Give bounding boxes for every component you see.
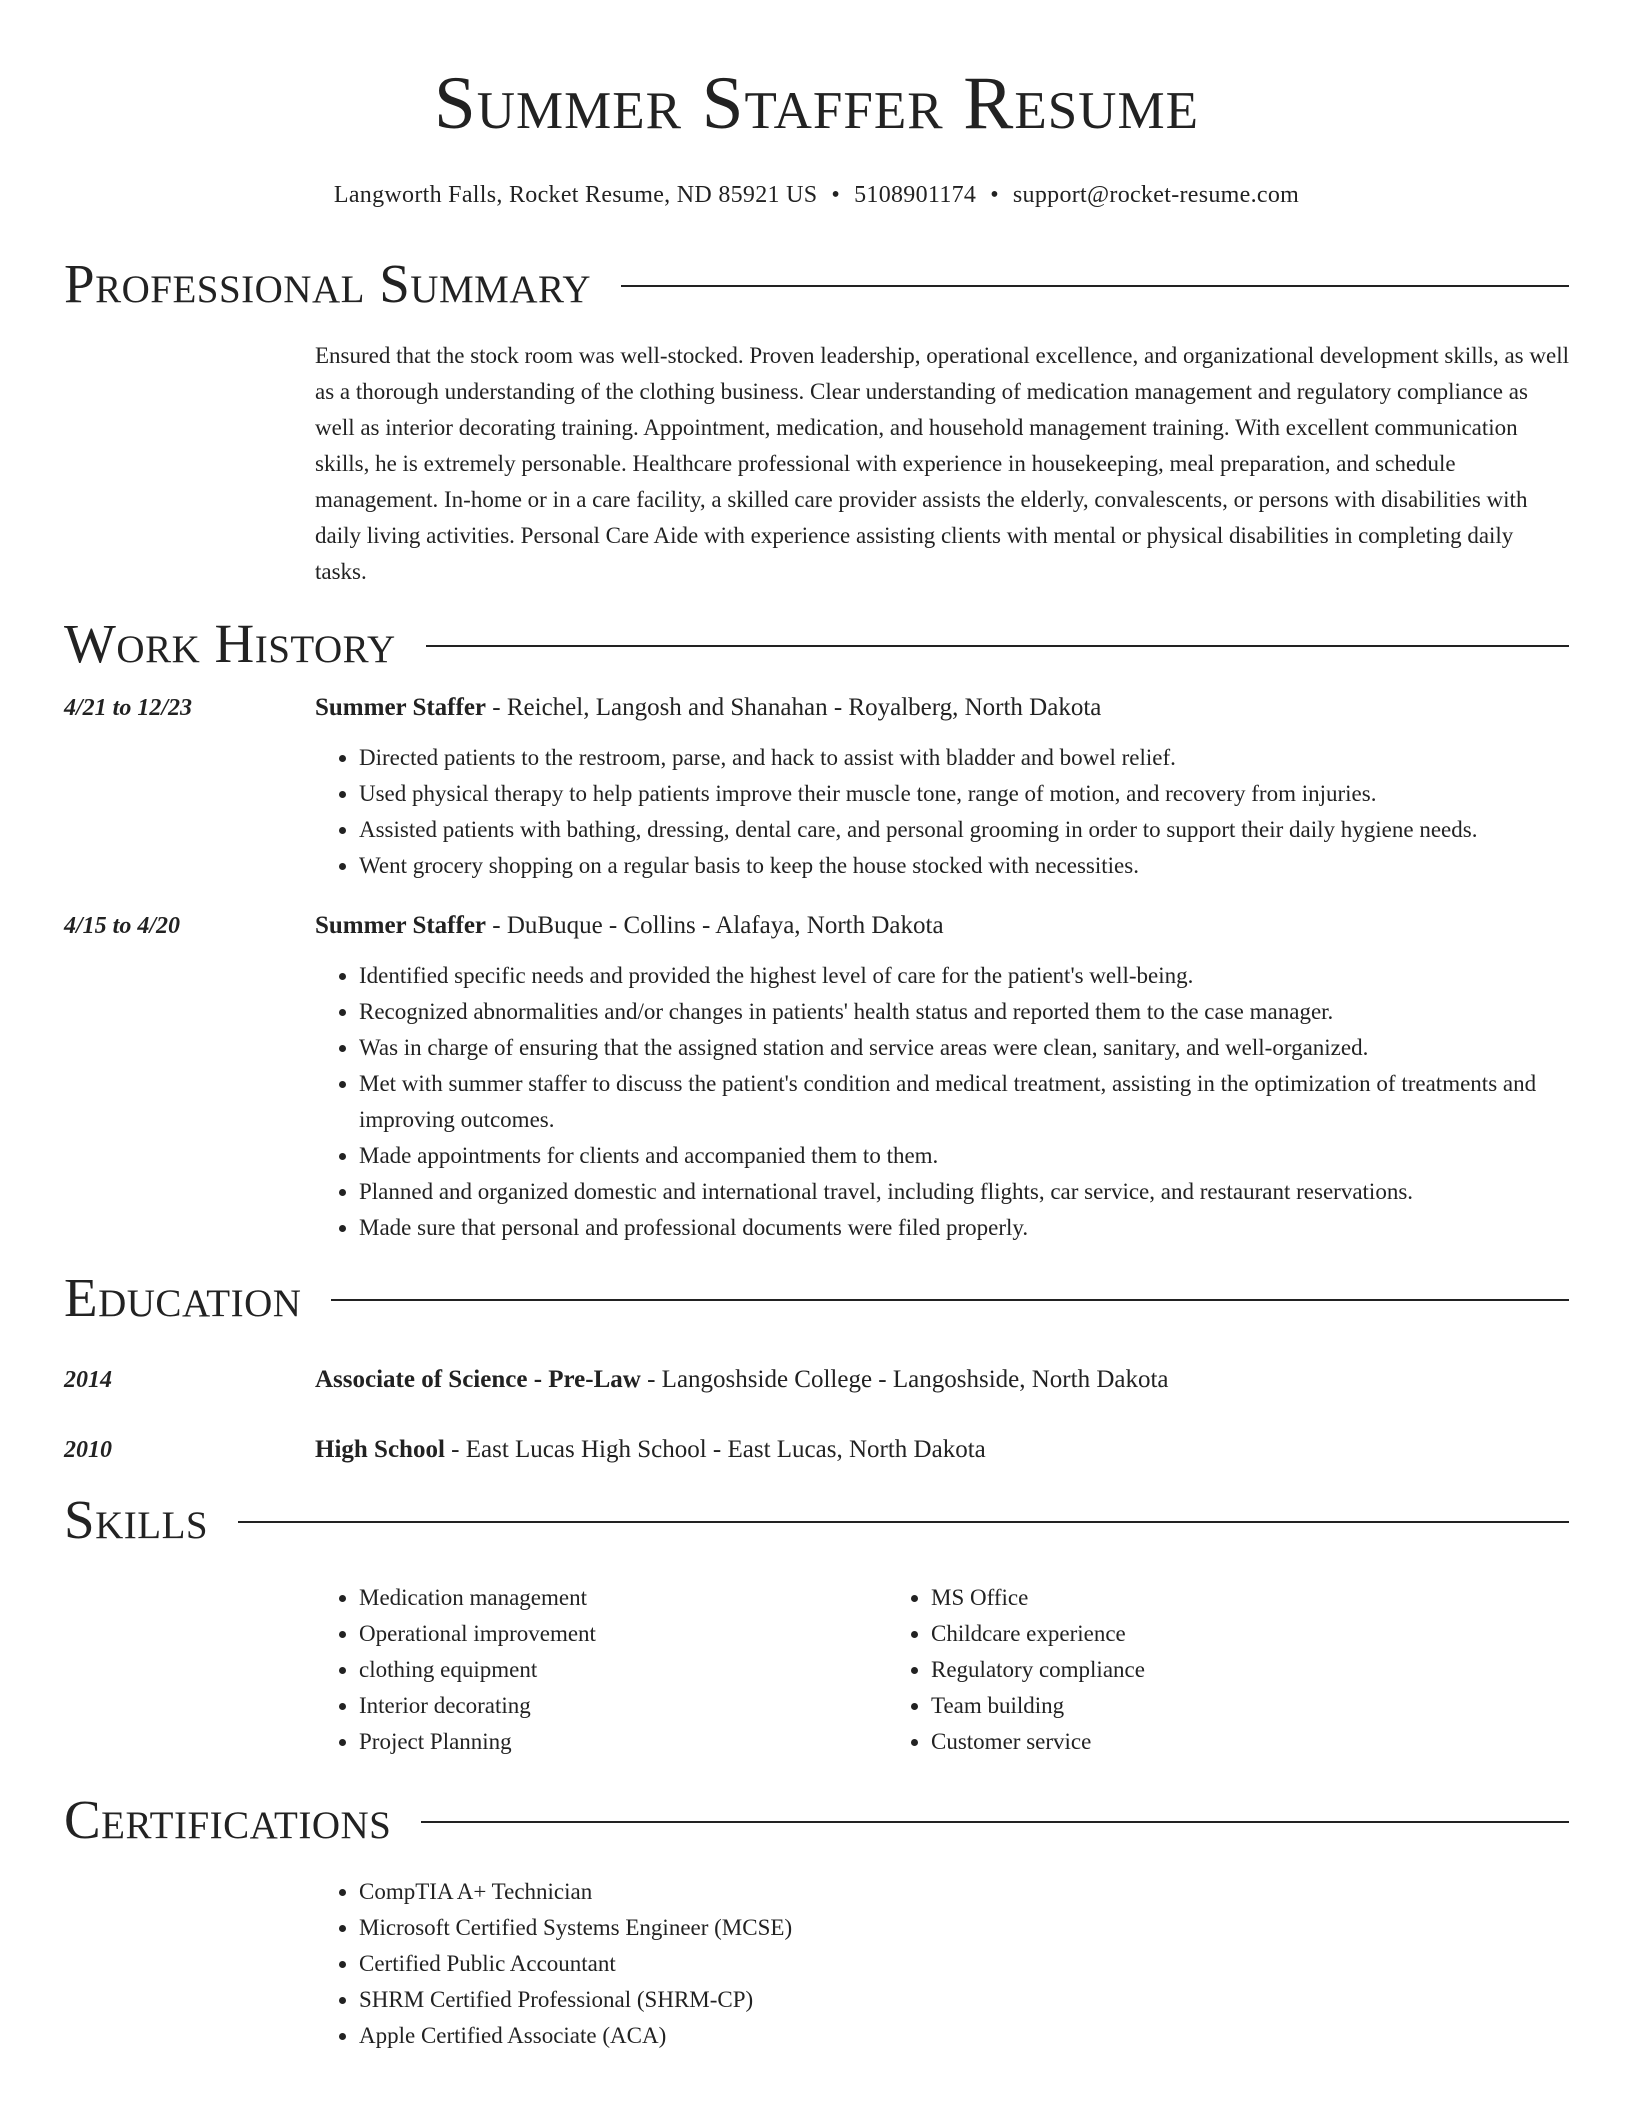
section-divider xyxy=(426,645,1569,647)
job-details: - DuBuque - Collins - Alafaya, North Dakota xyxy=(486,912,944,939)
list-item: • Directed patients to the restroom, parse, and hack to assist with bladder and bowel relief. xyxy=(359,740,1569,776)
list-item: • Made sure that personal and professional documents were filed properly. xyxy=(359,1210,1569,1246)
section-divider xyxy=(421,1821,1569,1823)
list-item: • Team building xyxy=(931,1688,1459,1724)
job-dates: 4/21 to 12/23 xyxy=(64,695,193,721)
list-item: • Met with summer staffer to discuss the patient's condition and medical treatment, assisting in the optimization of treatments and improving outcomes. xyxy=(359,1066,1569,1138)
list-item: • MS Office xyxy=(931,1580,1459,1616)
skills-column-right xyxy=(887,1580,1459,1760)
list-item: • CompTIA A+ Technician xyxy=(359,1874,1569,1910)
list-item: • Apple Certified Associate (ACA) xyxy=(359,2018,1569,2054)
list-item: • Project Planning xyxy=(359,1724,887,1760)
job-entry xyxy=(64,908,1569,1246)
job-title: Summer Staffer xyxy=(315,694,487,721)
job-details: - Reichel, Langosh and Shanahan - Royalberg, North Dakota xyxy=(486,694,1102,721)
education-degree: Associate of Science - Pre-Law xyxy=(315,1366,641,1393)
job-dates: 4/15 to 4/20 xyxy=(64,913,181,939)
work-section-header xyxy=(64,614,1569,674)
summary-text: Ensured that the stock room was well-stocked. Proven leadership, operational excellence, and organizational development skills, as well as a thorough understanding of the clothing business. Clear understanding of medication management and regulatory compliance as well as interior decorating training. Appointment, medication, and household management training. With excellent communication skills, he is extremely personable. Healthcare professional with experience in housekeeping, meal preparation, and schedule management. In-home or in a care facility, a skilled care provider assists the elderly, convalescents, or persons with disabilities with daily living activities. Personal Care Aide with experience assisting clients with mental or physical disabilities in completing daily tasks. xyxy=(315,343,1569,584)
skills-heading: Skills xyxy=(64,1489,209,1550)
list-item: • Microsoft Certified Systems Engineer (MCSE) xyxy=(359,1910,1569,1946)
certifications-heading: Certifications xyxy=(64,1789,392,1850)
education-line xyxy=(315,1432,986,1468)
list-item: • clothing equipment xyxy=(359,1652,887,1688)
certifications-section-header xyxy=(64,1790,1569,1850)
contact-separator: • xyxy=(831,182,841,208)
certifications-list xyxy=(315,1874,1569,2054)
job-entry xyxy=(64,690,1569,884)
list-item: • Planned and organized domestic and international travel, including flights, car service, and restaurant reservations. xyxy=(359,1174,1569,1210)
list-item: • Customer service xyxy=(931,1724,1459,1760)
skills-section-header xyxy=(64,1490,1569,1550)
job-title: Summer Staffer xyxy=(315,912,487,939)
list-item: • Identified specific needs and provided the highest level of care for the patient's well-being. xyxy=(359,958,1569,994)
education-year: 2010 xyxy=(64,1437,112,1463)
education-details: - East Lucas High School - East Lucas, North Dakota xyxy=(444,1436,986,1463)
list-item: • Made appointments for clients and accompanied them to them. xyxy=(359,1138,1569,1174)
section-divider xyxy=(621,285,1569,287)
list-item: • Recognized abnormalities and/or changes in patients' health status and reported them to the case manager. xyxy=(359,994,1569,1030)
education-entry xyxy=(64,1432,1569,1468)
list-item: • Childcare experience xyxy=(931,1616,1459,1652)
list-item: • Regulatory compliance xyxy=(931,1652,1459,1688)
education-degree: High School xyxy=(315,1436,445,1463)
education-details: - Langoshside College - Langoshside, North Dakota xyxy=(640,1366,1169,1393)
job-role-line xyxy=(315,908,944,944)
contact-line xyxy=(64,180,1569,210)
contact-email: support@rocket-resume.com xyxy=(1012,182,1300,208)
education-year: 2014 xyxy=(64,1367,112,1393)
education-section-header xyxy=(64,1268,1569,1328)
resume-title: Summer Staffer Resume xyxy=(434,62,1199,145)
contact-phone: 5108901174 xyxy=(854,182,977,208)
list-item: • Interior decorating xyxy=(359,1688,887,1724)
summary-section-header xyxy=(64,254,1569,314)
skills-list xyxy=(315,1580,1569,1760)
contact-separator: • xyxy=(990,182,999,208)
list-item: • Assisted patients with bathing, dressing, dental care, and personal grooming in order to support their daily hygiene needs. xyxy=(359,812,1569,848)
list-item: • SHRM Certified Professional (SHRM-CP) xyxy=(359,1982,1569,2018)
job-role-line xyxy=(315,690,1101,726)
list-item: • Medication management xyxy=(359,1580,887,1616)
education-entry xyxy=(64,1362,1569,1398)
summary-heading: Professional Summary xyxy=(64,253,592,314)
job-bullets xyxy=(315,740,1569,884)
list-item: • Certified Public Accountant xyxy=(359,1946,1569,1982)
list-item: • Went grocery shopping on a regular basis to keep the house stocked with necessities. xyxy=(359,848,1569,884)
section-divider xyxy=(238,1521,1569,1523)
list-item: • Operational improvement xyxy=(359,1616,887,1652)
skills-column-left xyxy=(315,1580,887,1760)
contact-location: Langworth Falls, Rocket Resume, ND 85921 US xyxy=(333,182,818,208)
job-bullets xyxy=(315,958,1569,1246)
education-line xyxy=(315,1362,1169,1398)
list-item: • Was in charge of ensuring that the assigned station and service areas were clean, sanitary, and well-organized. xyxy=(359,1030,1569,1066)
list-item: • Used physical therapy to help patients improve their muscle tone, range of motion, and recovery from injuries. xyxy=(359,776,1569,812)
section-divider xyxy=(331,1299,1569,1301)
education-heading: Education xyxy=(64,1267,302,1328)
work-heading: Work History xyxy=(64,613,396,674)
